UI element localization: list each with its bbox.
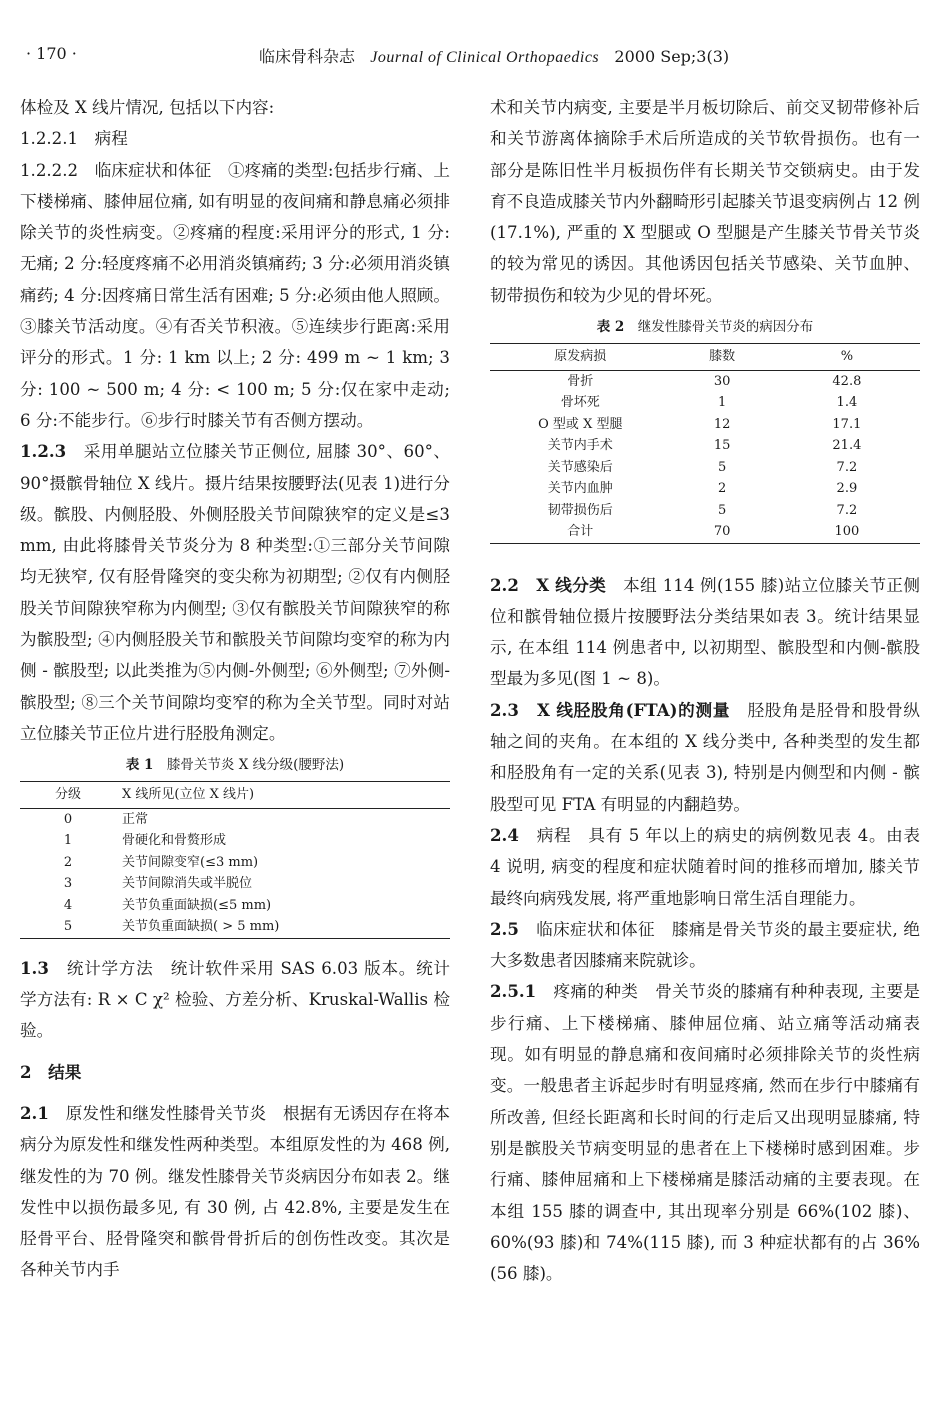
paragraph: 1.2.3 采用单腿站立位膝关节正侧位, 屈膝 30°、60°、90°摄髌骨轴位 X 线片。摄片结果按腰野法(见表 1)进行分级。髌股、内侧胫股、外侧胫股关节间隙狭窄的定义是≤3 mm, 由此将膝骨关节炎分为 8 种类型:①三部分关节间隙均无狭窄, 仅有胫骨隆突的变尖称为初期型; ②仅有内侧胫股关节间隙狭窄称为内侧型; ③仅有髌股关节间隙狭窄的称为髌股型; ④内侧胫股关节和髌股关节间隙均变窄的称为内侧 - 髌股型; 以此类推为⑤内侧-外侧型; ⑥外侧型; ⑦外侧-髌股型; ⑧三个关节间隙均变窄的称为全关节型。同时对站立位膝关节正位片进行胫股角测定。	[20, 441, 450, 743]
table-row: 5 关节负重面缺损( > 5 mm)	[20, 916, 450, 938]
section-number: 2.2	[490, 574, 519, 595]
page-number: · 170 ·	[26, 44, 77, 63]
table-row: 关节内手术 15 21.4	[547, 438, 862, 454]
journal-issue: 2000 Sep;3(3)	[614, 47, 730, 66]
table-caption: 表 1 膝骨关节炎 X 线分级(腰野法)	[125, 757, 345, 774]
table-row: 关节内血肿 2 2.9	[547, 481, 858, 497]
journal-title-en: Journal of Clinical Orthopaedics	[370, 49, 600, 66]
paragraph: 术和关节内病变, 主要是半月板切除后、前交叉韧带修补后和关节游离体摘除手术后所造成的关节软骨损伤。也有一部分是陈旧性半月板损伤伴有长期关节交锁病史。由于发育不良造成膝关节内外翻畸形引起膝关节退变病例占 12 例(17.1%), 严重的 X 型腿或 O 型腿是产生膝关节骨关节炎的较为常见的诱因。其他诱因包括关节感染、关节血肿、韧带损伤和较为少见的骨坏死。	[490, 98, 920, 305]
section-heading: 2 结果	[20, 1061, 82, 1082]
table-header: 原发病损	[490, 344, 671, 371]
table-row: 关节感染后 5 7.2	[547, 459, 858, 475]
left-column	[20, 92, 450, 1286]
section-number: 2.4	[490, 824, 519, 845]
paragraph: 2.5 临床症状和体征 膝痛是骨关节炎的最主要症状, 绝大多数患者因膝痛来院就诊。	[490, 918, 920, 971]
paragraph: 2.4 病程 具有 5 年以上的病史的病例数见表 4。由表 4 说明, 病变的程度和症状随着时间的推移而增加, 膝关节最终向病残发展, 将严重地影响日常生活自理能力。	[490, 824, 920, 908]
table-row: 骨折 30 42.8	[567, 373, 862, 389]
right-column	[490, 92, 920, 1289]
table-row: 韧带损伤后 5 7.2	[547, 502, 858, 518]
table-1	[20, 781, 450, 939]
table-row: 4 关节负重面缺损(≤5 mm)	[63, 897, 272, 913]
table-header: %	[774, 344, 920, 371]
table-caption: 表 2 继发性膝骨关节炎的病因分布	[596, 319, 814, 336]
table-row: 合计 70 100	[490, 521, 920, 543]
running-header	[26, 44, 924, 70]
paragraph: 2.3 X 线胫股角(FTA)的测量 胫股角是胫骨和股骨纵轴之间的夹角。在本组的 X 线分类中, 各种类型的发生都和胫股角有一定的关系(见表 3), 特别是内侧型和内侧 - 髌股型可见 FTA 有明显的内翻趋势。	[490, 699, 921, 814]
subsection-heading: 1.2.2.1 病程	[20, 129, 128, 149]
section-number: 2.1	[20, 1102, 49, 1123]
table-row: 3 关节间隙消失或半脱位	[63, 876, 253, 892]
table-header: 膝数	[671, 344, 774, 371]
section-number: 1.3	[20, 957, 49, 978]
paragraph: 体检及 X 线片情况, 包括以下内容:	[20, 98, 275, 117]
table-2	[490, 343, 920, 544]
paragraph: 1.3 统计学方法 统计软件采用 SAS 6.03 版本。统计学方法有: R × C χ² 检验、方差分析、Kruskal-Wallis 检验。	[20, 957, 450, 1041]
section-number: 2.5.1	[490, 981, 537, 1002]
journal-title	[259, 44, 729, 67]
paragraph: 2.2 X 线分类 本组 114 例(155 膝)站立位膝关节正侧位和髌骨轴位摄片按腰野法分类结果如表 3。统计结果显示, 在本组 114 例患者中, 以初期型、髌股型和内侧-髌股型最为多见(图 1 ~ 8)。	[490, 574, 920, 689]
table-row: 2 关节间隙变窄(≤3 mm)	[63, 854, 259, 870]
section-number: 1.2.3	[20, 441, 67, 462]
table-row: 1 骨硬化和骨赘形成	[63, 833, 227, 849]
table-row: 骨坏死 1 1.4	[560, 395, 858, 411]
table-row: 0 正常	[63, 811, 149, 827]
paragraph: 2.1 原发性和继发性膝骨关节炎 根据有无诱因存在将本病分为原发性和继发性两种类型。本组原发性的为 468 例, 继发性的为 70 例。继发性膝骨关节炎病因分布如表 2。继发性中以损伤最多见, 有 30 例, 占 42.8%, 主要是发生在胫骨平台、胫骨隆突和髌骨骨折后的创伤性改变。其次是各种关节内手	[20, 1102, 450, 1280]
section-number: 2.5	[490, 918, 519, 939]
table-header: X 线所见(立位 X 线片)	[116, 782, 450, 809]
section-number: 1.2.2.2	[20, 160, 79, 180]
paragraph: 2.5.1 疼痛的种类 骨关节炎的膝痛有种种表现, 主要是步行痛、上下楼梯痛、膝伸屈位痛、站立痛等活动痛表现。如有明显的静息痛和夜间痛时必须排除关节的炎性病变。一般患者主诉起步时有明显疼痛, 然而在步行中膝痛有所改善, 但经长距离和长时间的行走后又出现明显膝痛, 特别是髌股关节病变明显的患者在上下楼梯时感到困难。步行痛、膝伸屈痛和上下楼梯痛是膝活动痛的主要表现。在本组 155 膝的调查中, 其出现率分别是 66%(102 膝)、60%(93 膝)和 74%(115 膝), 而 3 种症状都有的占 36%(56 膝)。	[490, 981, 920, 1284]
section-number: 2.3	[490, 699, 519, 720]
table-row: O 型或 X 型腿 12 17.1	[538, 416, 862, 432]
table-header: 分级	[20, 782, 116, 809]
journal-title-cn: 临床骨科杂志	[259, 47, 356, 66]
paragraph: 1.2.2.2 临床症状和体征 ①疼痛的类型:包括步行痛、上下楼梯痛、膝伸屈位痛, 如有明显的夜间痛和静息痛必须排除关节的炎性病变。②疼痛的程度:采用评分的形式, 1 分:无痛; 2 分:轻度疼痛不必用消炎镇痛药; 3 分:必须用消炎镇痛药; 4 分:因疼痛日常生活有困难; 5 分:必须由他人照顾。③膝关节活动度。④有否关节积液。⑤连续步行距离:采用评分的形式。1 分: 1 km 以上; 2 分: 499 m ~ 1 km; 3 分: 100 ~ 500 m; 4 分: < 100 m; 5 分:仅在家中走动; 6 分:不能步行。⑥步行时膝关节有否侧方摆动。	[20, 160, 450, 430]
